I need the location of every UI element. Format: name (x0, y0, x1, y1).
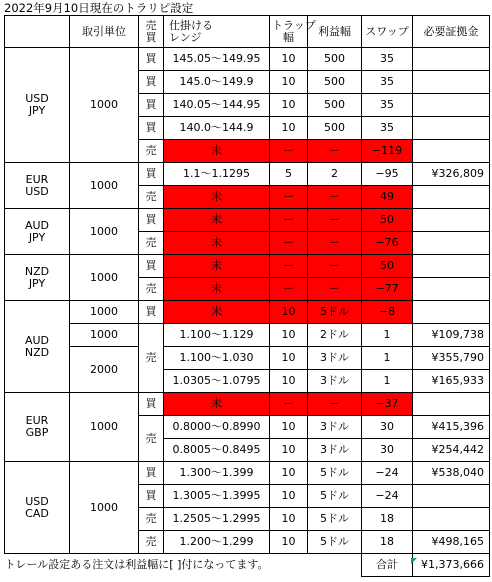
unit-cell: 1000 (70, 48, 139, 163)
unit-cell: 1000 (70, 209, 139, 255)
unit-cell: 1000 (70, 393, 139, 462)
side-cell: 買 (139, 209, 164, 232)
profit-cell: ー (308, 232, 362, 255)
margin-cell (413, 301, 490, 324)
range-cell: 未 (164, 278, 270, 301)
swap-cell: 49 (362, 186, 413, 209)
pair-cell (5, 393, 70, 462)
table-row (5, 324, 490, 347)
margin-cell (413, 393, 490, 416)
profit-cell: 3ドル (308, 439, 362, 462)
unit-cell: 1000 (70, 462, 139, 554)
side-cell: 買 (139, 71, 164, 94)
unit-cell: 1000 (70, 324, 139, 347)
trap-cell: 10 (270, 71, 308, 94)
range-cell: 未 (164, 209, 270, 232)
side-cell: 買 (139, 485, 164, 508)
profit-cell: 3ドル (308, 347, 362, 370)
swap-cell: 50 (362, 209, 413, 232)
range-cell: 未 (164, 232, 270, 255)
swap-cell: 35 (362, 71, 413, 94)
range-cell: 未 (164, 255, 270, 278)
trap-cell: 10 (270, 347, 308, 370)
table-row (5, 393, 490, 416)
profit-cell: 3ドル (308, 416, 362, 439)
side-cell: 売 (139, 324, 164, 393)
profit-cell: 3ドル (308, 370, 362, 393)
table-row (5, 255, 490, 278)
profit-cell: 500 (308, 71, 362, 94)
trading-settings-table (4, 15, 490, 577)
side-cell: 買 (139, 117, 164, 140)
side-cell: 売 (139, 140, 164, 163)
swap-cell: 18 (362, 508, 413, 531)
range-cell: 1.100〜1.129 (164, 324, 270, 347)
swap-cell: 1 (362, 324, 413, 347)
profit-cell: 500 (308, 117, 362, 140)
swap-cell: 18 (362, 531, 413, 554)
margin-cell (413, 140, 490, 163)
swap-cell: 1 (362, 347, 413, 370)
profit-cell: 5ドル (308, 485, 362, 508)
header-side-line1: 売 (145, 18, 157, 32)
pair-cell (5, 209, 70, 255)
margin-cell: ¥498,165 (413, 531, 490, 554)
profit-cell: ー (308, 255, 362, 278)
profit-cell: 5ドル (308, 301, 362, 324)
header-row (5, 16, 490, 48)
unit-cell: 1000 (70, 163, 139, 209)
table-row (5, 301, 490, 324)
range-cell: 140.05〜144.95 (164, 94, 270, 117)
pair-line2: JPY (28, 230, 46, 244)
profit-cell: ー (308, 393, 362, 416)
table-row (5, 462, 490, 485)
side-cell: 売 (139, 531, 164, 554)
trap-cell: ー (270, 140, 308, 163)
profit-cell: 500 (308, 94, 362, 117)
trap-cell: 10 (270, 439, 308, 462)
range-cell: 未 (164, 301, 270, 324)
side-cell: 売 (139, 278, 164, 301)
trap-cell: 10 (270, 324, 308, 347)
footer-row (5, 554, 490, 577)
trap-cell: 10 (270, 416, 308, 439)
profit-cell: 500 (308, 48, 362, 71)
pair-line1: EUR (25, 414, 49, 427)
swap-cell: −24 (362, 462, 413, 485)
margin-cell (413, 485, 490, 508)
margin-cell (413, 255, 490, 278)
range-cell: 1.200〜1.299 (164, 531, 270, 554)
swap-cell: 35 (362, 48, 413, 71)
margin-cell: ¥538,040 (413, 462, 490, 485)
pair-line1: AUD (24, 333, 50, 347)
margin-cell: ¥326,809 (413, 163, 490, 186)
margin-cell: ¥415,396 (413, 416, 490, 439)
pair-cell (5, 301, 70, 393)
swap-cell: 50 (362, 255, 413, 278)
trap-cell: ー (270, 232, 308, 255)
margin-cell (413, 94, 490, 117)
range-cell: 1.300〜1.399 (164, 462, 270, 485)
pair-cell (5, 163, 70, 209)
cell-marker (411, 558, 417, 564)
swap-cell: −8 (362, 301, 413, 324)
margin-cell (413, 71, 490, 94)
pair-line1: AUD (24, 218, 50, 232)
side-cell: 買 (139, 393, 164, 416)
side-cell: 売 (139, 508, 164, 531)
pair-line1: NZD (24, 264, 50, 278)
swap-cell: 1 (362, 370, 413, 393)
margin-cell (413, 508, 490, 531)
trap-cell: 10 (270, 462, 308, 485)
header-range-line2: レンジ (169, 30, 202, 44)
header-corner (5, 16, 70, 48)
unit-cell: 2000 (70, 347, 139, 393)
table-row (5, 209, 490, 232)
side-cell: 買 (139, 94, 164, 117)
margin-cell (413, 48, 490, 71)
swap-cell: 35 (362, 94, 413, 117)
total-label: 合計 (362, 554, 413, 577)
pair-line2: GBP (25, 426, 49, 439)
swap-cell: 30 (362, 416, 413, 439)
margin-cell: ¥355,790 (413, 347, 490, 370)
side-cell: 買 (139, 301, 164, 324)
table-row (5, 48, 490, 71)
trap-cell: ー (270, 393, 308, 416)
pair-line2: CAD (25, 506, 49, 520)
range-cell: 1.0305〜1.0795 (164, 370, 270, 393)
profit-cell: 5ドル (308, 462, 362, 485)
trap-cell: ー (270, 186, 308, 209)
trap-cell: 10 (270, 48, 308, 71)
trap-cell: ー (270, 255, 308, 278)
header-profit: 利益幅 (308, 16, 362, 48)
margin-cell: ¥109,738 (413, 324, 490, 347)
header-unit: 取引単位 (70, 16, 139, 48)
pair-line2: JPY (28, 104, 46, 117)
page-title: 2022年9月10日現在のトラリピ設定 (4, 1, 194, 15)
header-range (164, 16, 270, 48)
table-row (5, 163, 490, 186)
side-cell: 買 (139, 48, 164, 71)
range-cell: 0.8005〜0.8495 (164, 439, 270, 462)
range-cell: 1.3005〜1.3995 (164, 485, 270, 508)
swap-cell: −76 (362, 232, 413, 255)
pair-line1: USD (25, 92, 49, 105)
pair-cell (5, 255, 70, 301)
range-cell: 未 (164, 393, 270, 416)
margin-cell: ¥254,442 (413, 439, 490, 462)
profit-cell: 2 (308, 163, 362, 186)
profit-cell: ー (308, 186, 362, 209)
range-cell: 未 (164, 186, 270, 209)
margin-cell (413, 209, 490, 232)
header-range-line1: 仕掛ける (169, 18, 213, 32)
side-cell: 売 (139, 232, 164, 255)
side-cell: 買 (139, 163, 164, 186)
margin-cell (413, 232, 490, 255)
swap-cell: 30 (362, 439, 413, 462)
pair-line2: USD (25, 184, 49, 198)
profit-cell: ー (308, 140, 362, 163)
trap-cell: 10 (270, 508, 308, 531)
profit-cell: ー (308, 209, 362, 232)
swap-cell: −77 (362, 278, 413, 301)
trap-cell: 10 (270, 301, 308, 324)
side-cell: 買 (139, 255, 164, 278)
range-cell: 1.1〜1.1295 (164, 163, 270, 186)
table-row (5, 347, 490, 370)
trap-cell: 10 (270, 94, 308, 117)
side-cell: 売 (139, 416, 164, 462)
swap-cell: −24 (362, 485, 413, 508)
range-cell: 1.100〜1.030 (164, 347, 270, 370)
total-value: ¥1,373,666 (413, 554, 490, 577)
swap-cell: −37 (362, 393, 413, 416)
pair-line1: USD (25, 494, 49, 508)
range-cell: 0.8000〜0.8990 (164, 416, 270, 439)
profit-cell: 5ドル (308, 508, 362, 531)
pair-cell (5, 48, 70, 163)
pair-line2: NZD (24, 345, 50, 359)
range-cell: 145.05〜149.95 (164, 48, 270, 71)
unit-cell: 1000 (70, 301, 139, 324)
profit-cell: 5ドル (308, 531, 362, 554)
trap-cell: 10 (270, 117, 308, 140)
margin-cell (413, 278, 490, 301)
trap-cell: 10 (270, 370, 308, 393)
unit-cell: 1000 (70, 255, 139, 301)
profit-cell: ー (308, 278, 362, 301)
header-trap-line1: トラップ (272, 18, 316, 32)
header-side-line2: 買 (145, 30, 157, 44)
swap-cell: −119 (362, 140, 413, 163)
margin-cell (413, 117, 490, 140)
swap-cell: −95 (362, 163, 413, 186)
range-cell: 未 (164, 140, 270, 163)
swap-cell: 35 (362, 117, 413, 140)
footer-note: トレール設定ある注文は利益幅に[ ]付になってます。 (5, 554, 362, 577)
range-cell: 145.0〜149.9 (164, 71, 270, 94)
trap-cell: ー (270, 209, 308, 232)
header-trap-line2: 幅 (283, 30, 294, 44)
profit-cell: 2ドル (308, 324, 362, 347)
margin-cell (413, 186, 490, 209)
trap-cell: 10 (270, 485, 308, 508)
range-cell: 140.0〜144.9 (164, 117, 270, 140)
pair-cell (5, 462, 70, 554)
trap-cell: 10 (270, 531, 308, 554)
pair-line1: EUR (25, 172, 49, 186)
pair-line2: JPY (28, 276, 46, 290)
margin-cell: ¥165,933 (413, 370, 490, 393)
header-margin: 必要証拠金 (413, 16, 490, 48)
side-cell: 売 (139, 186, 164, 209)
header-swap: スワップ (362, 16, 413, 48)
header-trap (270, 16, 316, 48)
trap-cell: ー (270, 278, 308, 301)
range-cell: 1.2505〜1.2995 (164, 508, 270, 531)
side-cell: 買 (139, 462, 164, 485)
header-side (139, 16, 164, 48)
trap-cell: 5 (270, 163, 308, 186)
